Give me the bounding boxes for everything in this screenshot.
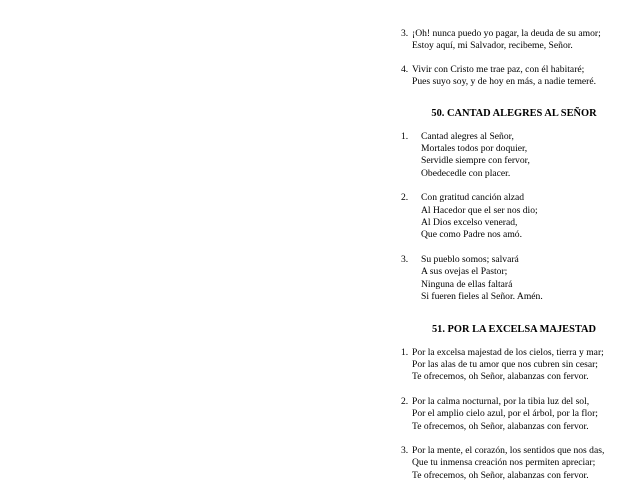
hymn-title: 51. POR LA EXCELSA MAJESTAD bbox=[431, 323, 597, 335]
verse-line: Te ofrecemos, oh Señor, alabanzas con fervor. bbox=[412, 371, 589, 383]
verse-line: ¡Oh! nunca puedo yo pagar, la deuda de su amor; bbox=[412, 28, 601, 39]
verse-line: Su pueblo somos; salvará bbox=[421, 253, 519, 265]
verse-block bbox=[401, 347, 637, 384]
verse-line: Te ofrecemos, oh Señor, alabanzas con fervor. bbox=[412, 469, 589, 481]
verse-line: Obedecedle con placer. bbox=[421, 167, 511, 179]
verse-number: 1. bbox=[401, 130, 409, 142]
verse-line: Que como Padre nos amó. bbox=[421, 229, 522, 241]
verse-line: Si fueren fieles al Señor. Amén. bbox=[421, 291, 543, 303]
verse-line: Vivir con Cristo me trae paz, con él habitaré; bbox=[412, 63, 585, 75]
verse-line: A sus ovejas el Pastor; bbox=[421, 266, 508, 278]
verse-line: Por el amplio cielo azul, por el árbol, por la flor; bbox=[412, 408, 598, 420]
verse-number: 4. bbox=[401, 63, 409, 75]
verse-block bbox=[401, 131, 637, 181]
verse-block bbox=[401, 396, 637, 433]
verse-block bbox=[401, 445, 637, 482]
verse-line: Con gratitud canción alzad bbox=[421, 192, 525, 204]
verse-line: Por la excelsa majestad de los cielos, tierra y mar; bbox=[412, 346, 604, 358]
hymn-title: 50. CANTAD ALEGRES AL SEÑOR bbox=[431, 107, 597, 119]
verse-line: Ninguna de ellas faltará bbox=[421, 278, 513, 290]
verse-line: Al Hacedor que el ser nos dio; bbox=[421, 204, 538, 216]
verse-line: Mortales todos por doquier, bbox=[421, 143, 528, 155]
verse-line: Estoy aquí, mi Salvador, recibeme, Señor. bbox=[412, 40, 573, 52]
verse-block bbox=[401, 192, 637, 242]
verse-line: Por las alas de tu amor que nos cubren sin cesar; bbox=[412, 358, 598, 370]
verse-block bbox=[401, 254, 637, 304]
verse-number: 2. bbox=[401, 395, 409, 407]
verse-number: 3. bbox=[401, 28, 409, 39]
verse-line: Al Dios excelso venerad, bbox=[421, 217, 518, 229]
verse-number: 3. bbox=[401, 253, 409, 265]
verse-line: Por la mente, el corazón, los sentidos que nos das, bbox=[412, 444, 605, 456]
verse-line: Pues suyo soy, y de hoy en más, a nadie temeré. bbox=[412, 76, 597, 88]
text-column bbox=[401, 28, 637, 482]
verse-line: Por la calma nocturnal, por la tibia luz del sol, bbox=[412, 395, 590, 407]
verse-line: Cantad alegres al Señor, bbox=[421, 130, 514, 142]
verse-line: Servidle siempre con fervor, bbox=[421, 155, 530, 167]
verse-number: 1. bbox=[401, 346, 409, 358]
verse-number: 2. bbox=[401, 192, 409, 204]
verse-block bbox=[401, 64, 637, 89]
verse-line: Te ofrecemos, oh Señor, alabanzas con fervor. bbox=[412, 420, 589, 432]
verse-line: Que tu inmensa creación nos permiten apreciar; bbox=[412, 457, 596, 469]
verse-block bbox=[401, 28, 637, 53]
verse-number: 3. bbox=[401, 444, 409, 456]
